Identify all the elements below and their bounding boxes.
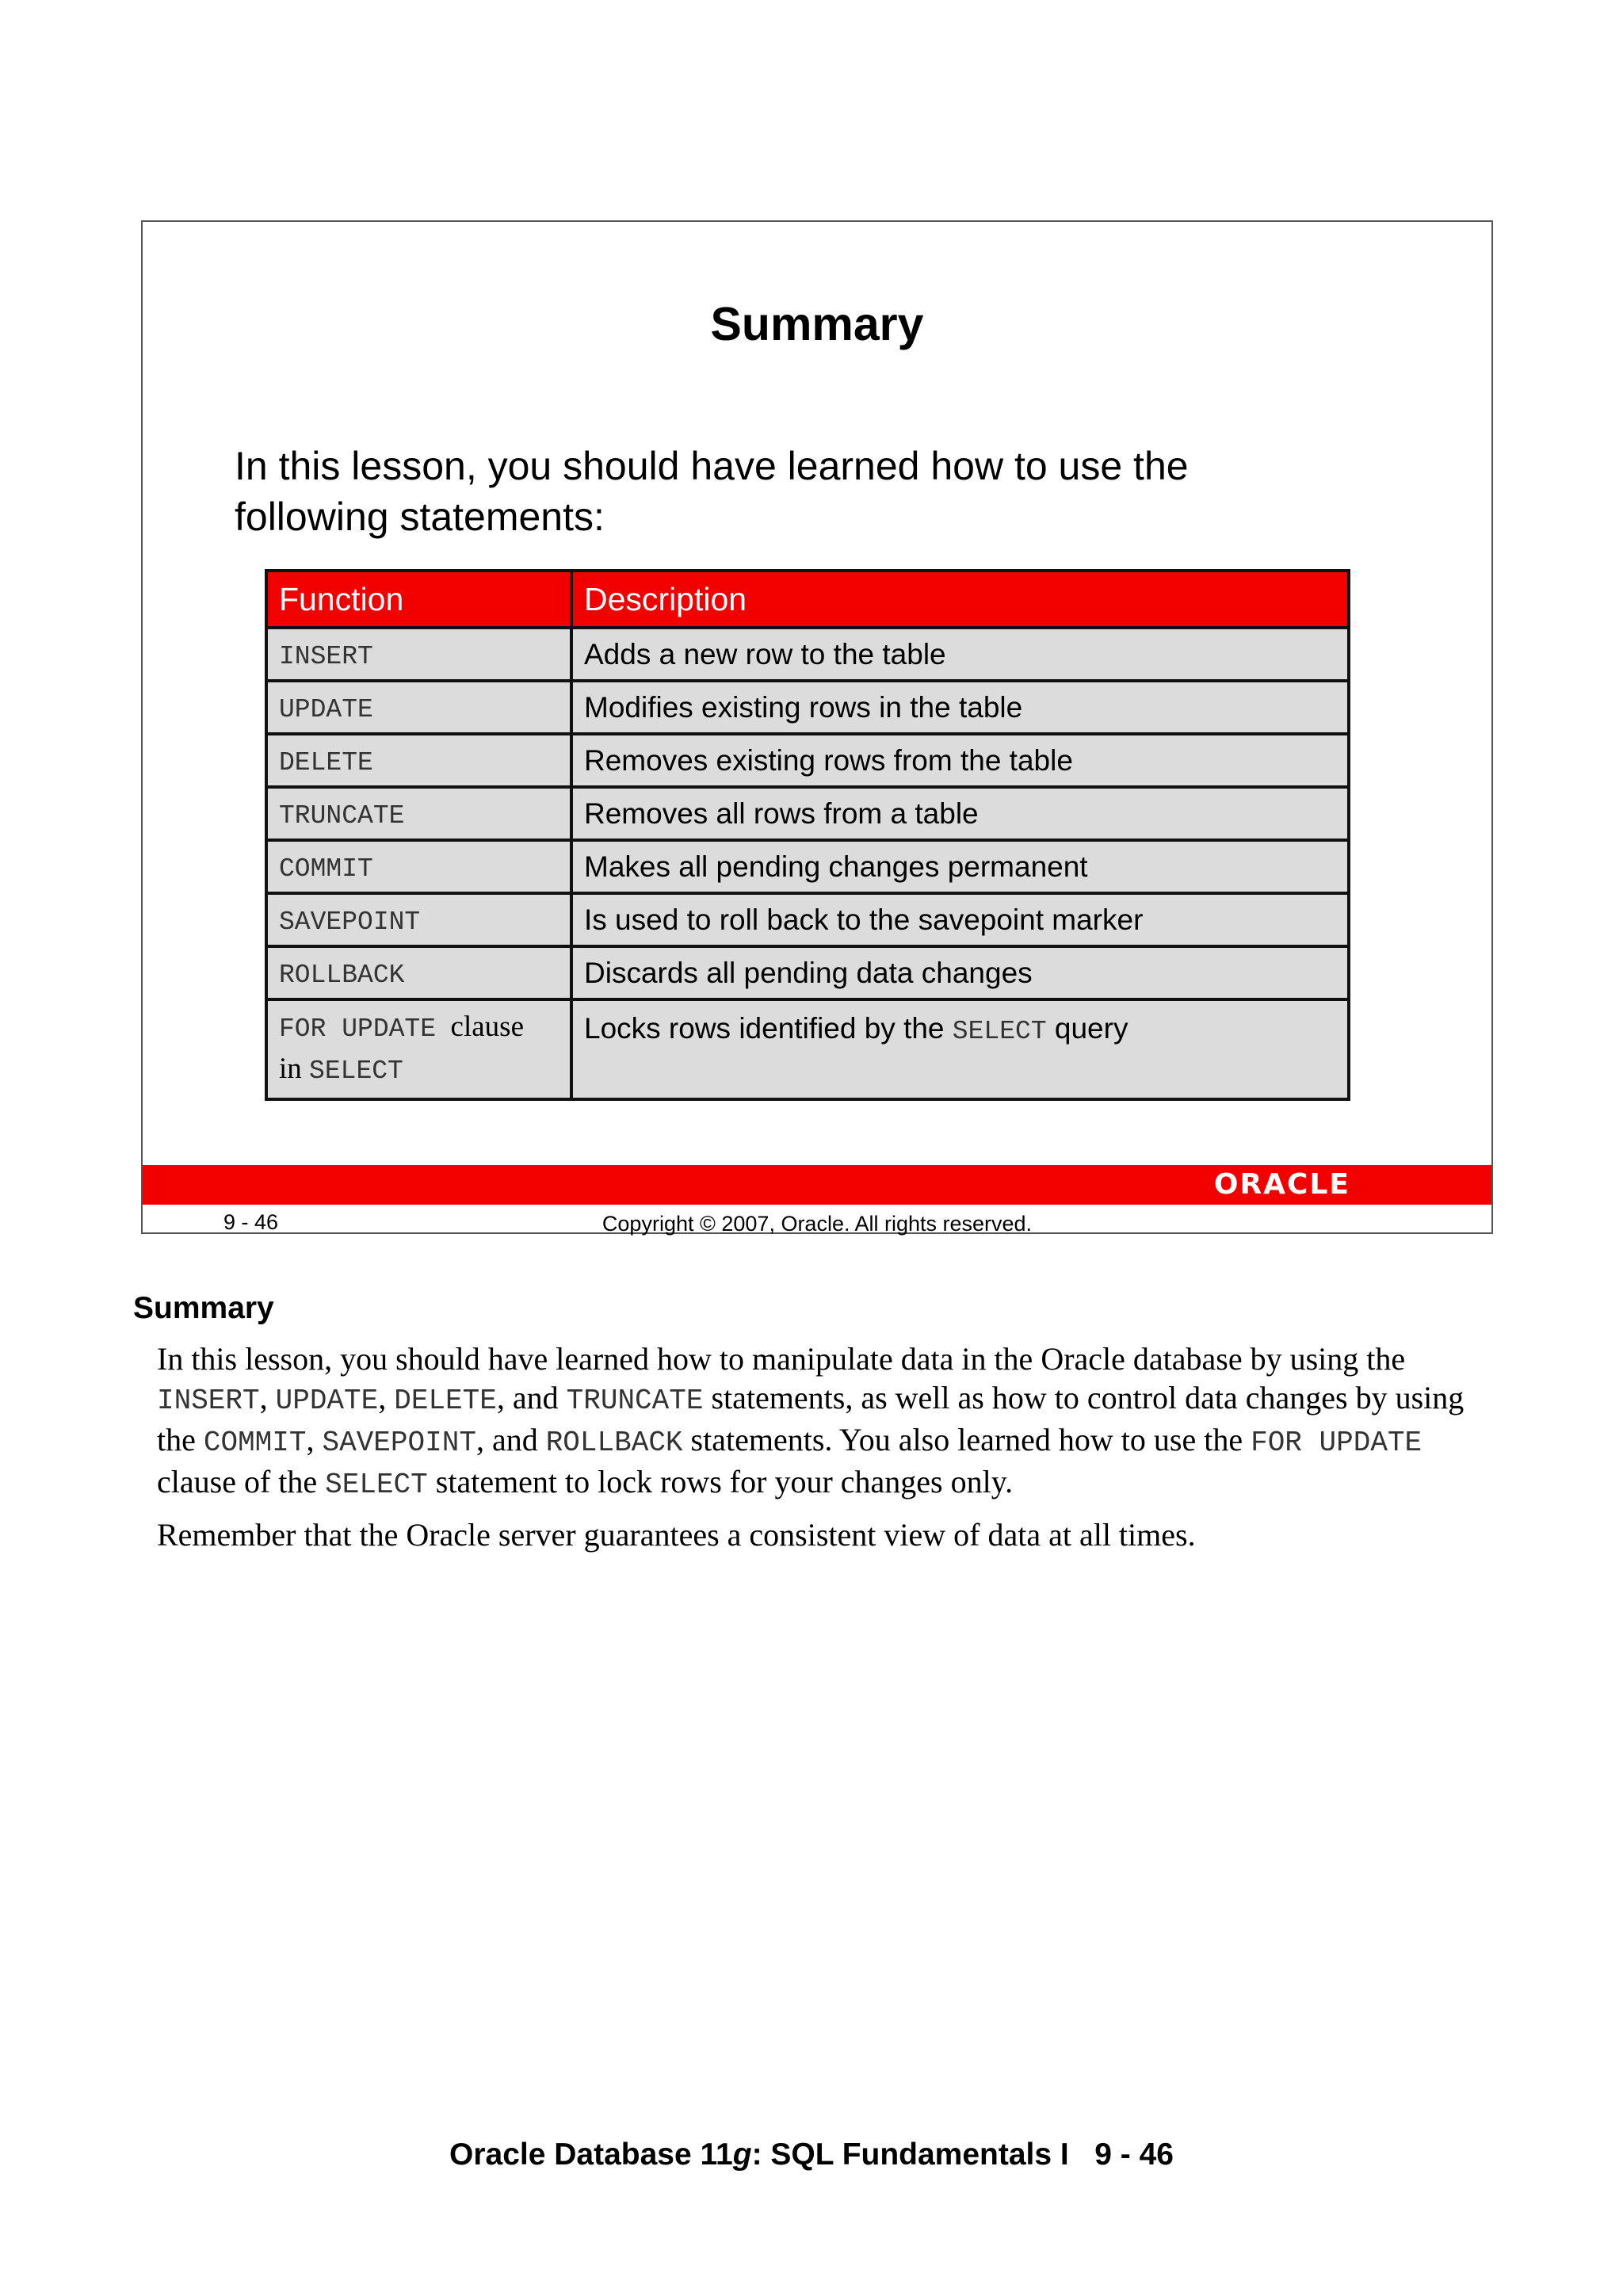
function-code: INSERT: [279, 642, 373, 671]
notes-text: In this lesson, you should have learned how to manipulate data in the Oracle database by using the: [157, 1341, 1406, 1377]
footer-text: Oracle Database 11: [449, 2137, 733, 2172]
slide-number: 9 - 46: [223, 1210, 279, 1234]
table-row: [266, 734, 1349, 787]
table-row: [266, 840, 1349, 893]
function-cell: [266, 628, 571, 681]
description-cell: Discards all pending data changes: [571, 946, 1349, 999]
function-code: TRUNCATE: [279, 801, 405, 831]
description-code: SELECT: [952, 1017, 1047, 1046]
notes-code: ROLLBACK: [545, 1427, 683, 1459]
notes-text: statement to lock rows for your changes only.: [435, 1464, 1014, 1499]
notes-text: statements. You also learned how to use the: [690, 1422, 1243, 1457]
function-code: SELECT: [309, 1056, 403, 1086]
table-row: [266, 681, 1349, 734]
notes-body: [157, 1339, 1504, 1565]
function-cell: [266, 999, 571, 1099]
notes-text: , and: [496, 1380, 559, 1415]
notes-code: TRUNCATE: [566, 1385, 704, 1417]
notes-text: ,: [378, 1380, 387, 1415]
header-function: Function: [266, 571, 571, 628]
function-text: clause: [450, 1010, 524, 1043]
notes-heading: Summary: [133, 1291, 274, 1325]
notes-text: ,: [306, 1422, 315, 1457]
description-cell: Removes all rows from a table: [571, 787, 1349, 840]
table-row: [266, 893, 1349, 946]
function-cell: [266, 787, 571, 840]
notes-code: SELECT: [325, 1469, 428, 1501]
table-row: [266, 946, 1349, 999]
description-text: query: [1054, 1012, 1128, 1045]
page-footer: [0, 2137, 1623, 2172]
function-cell: [266, 734, 571, 787]
notes-paragraph: [157, 1339, 1504, 1504]
description-cell: Modifies existing rows in the table: [571, 681, 1349, 734]
notes-text: ,: [259, 1380, 268, 1415]
function-cell: [266, 946, 571, 999]
table-row: [266, 999, 1349, 1099]
notes-text: clause of the: [157, 1464, 318, 1499]
function-table: [265, 569, 1350, 1101]
notes-code: INSERT: [157, 1385, 260, 1417]
oracle-logo: ORACLE: [1213, 1168, 1350, 1201]
function-code: SAVEPOINT: [279, 907, 421, 937]
notes-code: DELETE: [394, 1385, 497, 1417]
function-cell: [266, 840, 571, 893]
header-description: Description: [571, 571, 1349, 628]
table-row: [266, 628, 1349, 681]
table-row: [266, 787, 1349, 840]
function-code: UPDATE: [279, 695, 373, 724]
description-cell: Makes all pending changes permanent: [571, 840, 1349, 893]
function-code: COMMIT: [279, 854, 373, 884]
footer-italic: g: [732, 2137, 752, 2172]
slide-footer-band: [143, 1165, 1491, 1205]
function-cell: [266, 893, 571, 946]
function-code: DELETE: [279, 748, 373, 777]
slide-intro: In this lesson, you should have learned how to use the following statements:: [235, 444, 1189, 539]
notes-code: COMMIT: [203, 1427, 307, 1459]
table-header-row: [266, 571, 1349, 628]
function-code: ROLLBACK: [279, 961, 405, 990]
footer-text: : SQL Fundamentals I 9 - 46: [751, 2137, 1174, 2172]
notes-text: , and: [475, 1422, 538, 1457]
slide: [141, 220, 1493, 1234]
copyright: Copyright © 2007, Oracle. All rights reserved.: [601, 1212, 1033, 1236]
notes-code: UPDATE: [275, 1385, 379, 1417]
slide-title: Summary: [710, 298, 924, 350]
description-cell: Adds a new row to the table: [571, 628, 1349, 681]
function-code: FOR UPDATE: [279, 1014, 437, 1044]
function-text: in: [279, 1052, 302, 1085]
function-cell: [266, 681, 571, 734]
notes-text: statements, as well as how to control data changes by using the: [157, 1380, 1465, 1457]
description-cell: [571, 999, 1349, 1099]
description-text: Locks rows identified by the: [584, 1012, 945, 1045]
notes-paragraph: Remember that the Oracle server guarantees a consistent view of data at all times.: [157, 1517, 1196, 1553]
description-cell: Is used to roll back to the savepoint marker: [571, 893, 1349, 946]
notes-code: SAVEPOINT: [322, 1427, 476, 1459]
description-cell: Removes existing rows from the table: [571, 734, 1349, 787]
notes-code: FOR UPDATE: [1251, 1427, 1423, 1459]
